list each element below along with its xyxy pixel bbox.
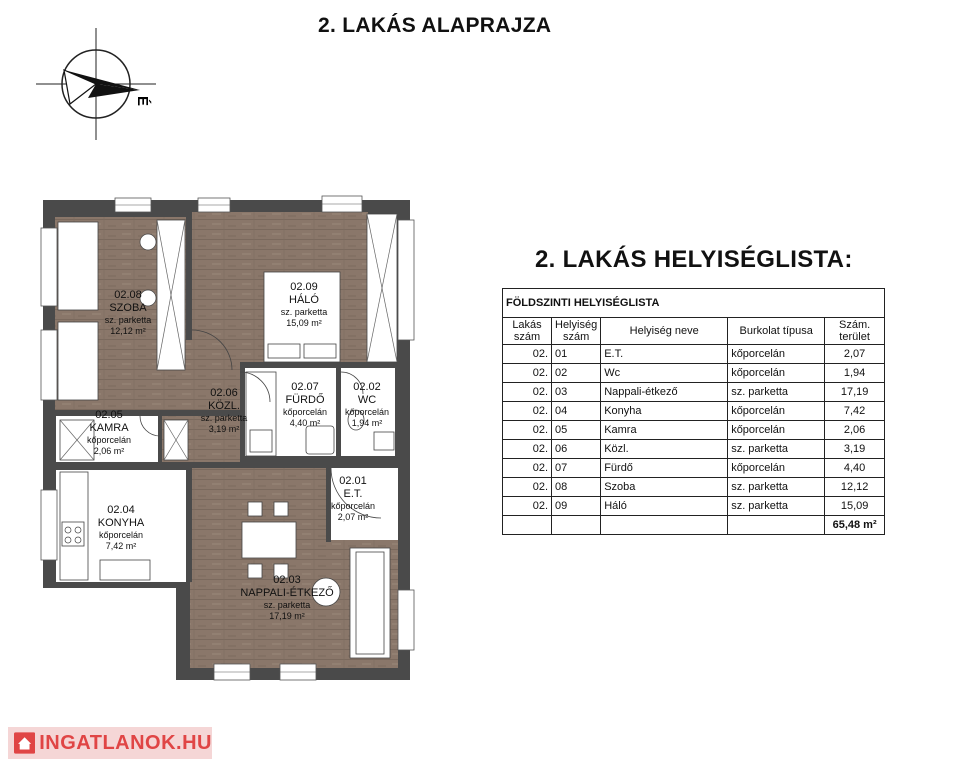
room-name-label: KÖZL.: [208, 400, 240, 412]
table-cell: sz. parketta: [728, 478, 825, 497]
watermark: [8, 727, 212, 759]
table-cell: 03: [552, 383, 601, 402]
room-area-label: 7,42 m²: [105, 541, 137, 551]
table-cell: 3,19: [825, 440, 885, 459]
room-floor-label: sz. parketta: [104, 315, 152, 325]
table-row: [503, 459, 885, 478]
table-cell: Kamra: [601, 421, 728, 440]
table-cell: kőporcelán: [728, 402, 825, 421]
table-cell: 02.: [503, 497, 552, 516]
room-name-label: WC: [357, 394, 377, 406]
table-cell: kőporcelán: [728, 364, 825, 383]
room-floor-label: kőporcelán: [282, 407, 328, 417]
table-cell: 7,42: [825, 402, 885, 421]
table-row: [503, 345, 885, 364]
room-code-label: 02.08: [114, 289, 142, 301]
table-cell: 07: [552, 459, 601, 478]
watermark-text: INGATLANOK.HU: [39, 731, 212, 754]
table-row: [503, 421, 885, 440]
header-helyiseg: Helyiség szám: [552, 318, 601, 345]
room-floor-label: kőporcelán: [330, 501, 376, 511]
table-cell: 4,40: [825, 459, 885, 478]
table-cell: Háló: [601, 497, 728, 516]
room-floor-label: sz. parketta: [200, 413, 248, 423]
room-name-label: E.T.: [343, 488, 363, 500]
table-cell: 02.: [503, 383, 552, 402]
room-code-label: 02.06: [210, 387, 238, 399]
table-row: [503, 402, 885, 421]
room-name-label: KAMRA: [89, 422, 129, 434]
table-row: [503, 478, 885, 497]
room-code-label: 02.04: [107, 504, 135, 516]
table-cell: 01: [552, 345, 601, 364]
room-name-label: HÁLÓ: [289, 294, 319, 306]
table-cell: 02.: [503, 364, 552, 383]
table-cell: 02.: [503, 440, 552, 459]
table-cell: 2,07: [825, 345, 885, 364]
sofa: [350, 548, 390, 658]
room-floor-label: sz. parketta: [280, 307, 328, 317]
table-cell: 17,19: [825, 383, 885, 402]
table-cell: 12,12: [825, 478, 885, 497]
table-cell: 04: [552, 402, 601, 421]
room-area-label: 4,40 m²: [289, 418, 321, 428]
table-cell: Közl.: [601, 440, 728, 459]
room-name-label: KONYHA: [97, 517, 145, 529]
room-area-label: 17,19 m²: [269, 611, 305, 621]
room-table: [502, 288, 885, 535]
compass-letter: É: [134, 96, 151, 107]
table-total-row: [503, 516, 885, 535]
house-icon: [14, 730, 35, 756]
table-cell: Nappali-étkező: [601, 383, 728, 402]
header-terulet: Szám. terület: [825, 318, 885, 345]
table-cell: Wc: [601, 364, 728, 383]
room-floor-label: kőporcelán: [98, 530, 144, 540]
room-area-label: 2,07 m²: [337, 512, 369, 522]
room-code-label: 02.02: [353, 381, 381, 393]
table-cell: Konyha: [601, 402, 728, 421]
table-cell: Fürdő: [601, 459, 728, 478]
room-name-label: FÜRDŐ: [285, 394, 325, 406]
table-cell: sz. parketta: [728, 440, 825, 459]
room-code-label: 02.09: [290, 281, 318, 293]
room-name-label: NAPPALI-ÉTKEZŐ: [240, 587, 334, 599]
header-lakas: Lakás szám: [503, 318, 552, 345]
room-area-label: 12,12 m²: [110, 326, 146, 336]
header-burkolat: Burkolat típusa: [728, 318, 825, 345]
room-code-label: 02.01: [339, 475, 367, 487]
table-cell: kőporcelán: [728, 421, 825, 440]
table-cell: 02.: [503, 478, 552, 497]
table-cell: 1,94: [825, 364, 885, 383]
floor-et: [330, 468, 398, 540]
room-area-label: 2,06 m²: [93, 446, 125, 456]
table-cell: 02.: [503, 459, 552, 478]
table-cell: 02.: [503, 421, 552, 440]
room-code-label: 02.05: [95, 409, 123, 421]
table-total: 65,48 m²: [825, 516, 885, 535]
table-cell: sz. parketta: [728, 383, 825, 402]
table-row: [503, 440, 885, 459]
room-area-label: 15,09 m²: [286, 318, 322, 328]
table-cell: Szoba: [601, 478, 728, 497]
table-cell: 02: [552, 364, 601, 383]
table-cell: kőporcelán: [728, 459, 825, 478]
header-neve: Helyiség neve: [601, 318, 728, 345]
table-row: [503, 383, 885, 402]
table-cell: 15,09: [825, 497, 885, 516]
table-cell: 09: [552, 497, 601, 516]
table-cell: 06: [552, 440, 601, 459]
room-floor-label: kőporcelán: [86, 435, 132, 445]
table-cell: 2,06: [825, 421, 885, 440]
table-cell: 05: [552, 421, 601, 440]
table-row: [503, 364, 885, 383]
table-cell: 02.: [503, 345, 552, 364]
table-cell: 08: [552, 478, 601, 497]
room-floor-label: kőporcelán: [344, 407, 390, 417]
table-row: [503, 497, 885, 516]
table-cell: 02.: [503, 402, 552, 421]
room-area-label: 3,19 m²: [208, 424, 240, 434]
room-name-label: SZOBA: [109, 302, 147, 314]
table-cell: kőporcelán: [728, 345, 825, 364]
table-caption: FÖLDSZINTI HELYISÉGLISTA: [503, 289, 885, 318]
room-code-label: 02.07: [291, 381, 319, 393]
plan-title: 2. LAKÁS ALAPRAJZA: [318, 14, 552, 37]
table-cell: sz. parketta: [728, 497, 825, 516]
room-list-title: 2. LAKÁS HELYISÉGLISTA:: [535, 246, 853, 273]
room-code-label: 02.03: [273, 574, 301, 586]
room-floor-label: sz. parketta: [263, 600, 311, 610]
floor-plan: [0, 0, 500, 690]
table-cell: E.T.: [601, 345, 728, 364]
room-area-label: 1,94 m²: [351, 418, 383, 428]
